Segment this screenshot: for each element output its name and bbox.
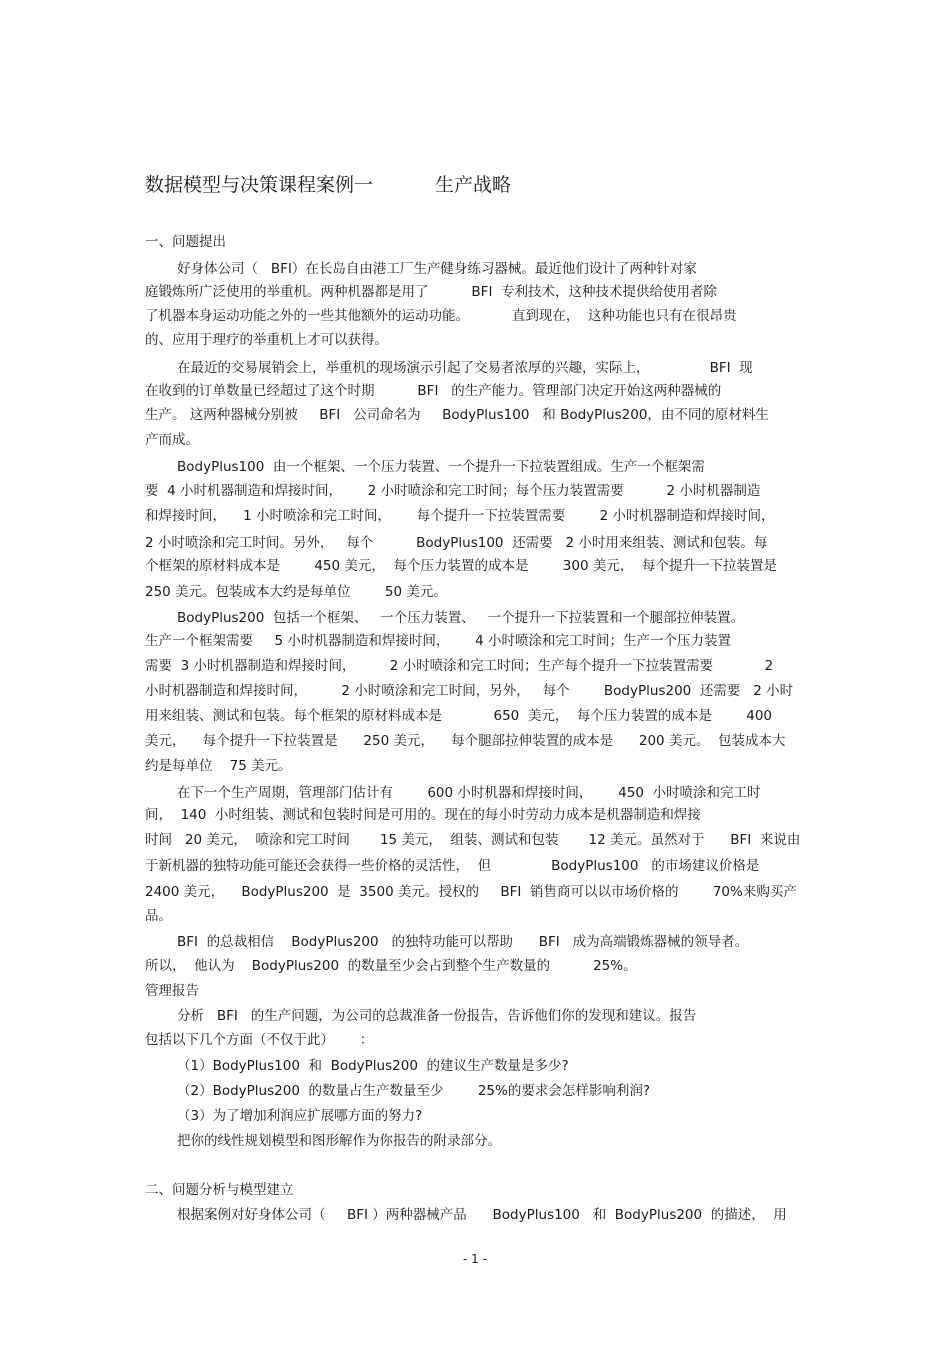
- paragraph-line: 生产一个框架需要 5 小时机器制造和焊接时间， 4 小时喷涂和完工时间；生产一个压力装置: [145, 633, 731, 649]
- paragraph-line: 在下一个生产周期，管理部门估计有 600 小时机器和焊接时间， 450 小时喷涂和完工时: [177, 785, 761, 801]
- paragraph-line: 2400 美元， BodyPlus200 是 3500 美元。授权的 BFI 销售商可以以市场价格的 70%来购买产: [145, 884, 797, 900]
- paragraph-line: 了机器本身运动功能之外的一些其他额外的运动功能。 直到现在， 这种功能也只有在很昂贵: [145, 308, 737, 324]
- paragraph-line: 要 4 小时机器制造和焊接时间， 2 小时喷涂和完工时间；每个压力装置需要 2 小时机器制造: [145, 483, 761, 499]
- paragraph-line: 需要 3 小时机器制造和焊接时间， 2 小时喷涂和完工时间；生产每个提升一下拉装置需要 2: [145, 658, 774, 674]
- paragraph-line: 生产。 这两种器械分别被 BFI 公司命名为 BodyPlus100 和 BodyPlus200，由不同的原材料生: [145, 407, 769, 423]
- paragraph-line: 包括以下几个方面（不仅于此） ：: [145, 1032, 374, 1048]
- paragraph-line: 250 美元。包装成本大约是每单位 50 美元。: [145, 584, 447, 600]
- paragraph-line: 2 小时喷涂和完工时间。另外， 每个 BodyPlus100 还需要 2 小时用来组装、测试和包装。每: [145, 535, 768, 551]
- paragraph-line: 分析 BFI 的生产问题，为公司的总裁准备一份报告，告诉他们你的发现和建议。报告: [177, 1008, 697, 1024]
- paragraph-line: 时间 20 美元， 喷涂和完工时间 15 美元， 组装、测试和包装 12 美元。虽然对于 BFI 来说由: [145, 832, 801, 848]
- paragraph-line: 在收到的订单数量已经超过了这个时期 BFI 的生产能力。管理部门决定开始这两种器械的: [145, 383, 722, 399]
- paragraph-line: 小时机器制造和焊接时间， 2 小时喷涂和完工时间，另外， 每个 BodyPlus200 还需要 2 小时: [145, 683, 794, 699]
- paragraph-line: 和焊接时间， 1 小时喷涂和完工时间， 每个提升一下拉装置需要 2 小时机器制造和焊接时间，: [145, 508, 775, 524]
- page-number: - 1 -: [463, 1252, 487, 1266]
- paragraph-line: 品。: [145, 908, 172, 924]
- paragraph-line: 约是每单位 75 美元。: [145, 758, 292, 774]
- paragraph-line: 用来组装、测试和包装。每个框架的原材料成本是 650 美元， 每个压力装置的成本是 400: [145, 708, 773, 724]
- paragraph-line: BFI 的总裁相信 BodyPlus200 的独特功能可以帮助 BFI 成为高端锻炼器械的领导者。: [177, 934, 749, 950]
- title-sub: 生产战略: [435, 174, 512, 196]
- paragraph-line: 庭锻炼所广泛使用的举重机。两种机器都是用了 BFI 专利技术，这种技术提供给使用者除: [145, 284, 718, 300]
- paragraph-line: 在最近的交易展销会上，举重机的现场演示引起了交易者浓厚的兴趣，实际上， BFI 现: [177, 360, 753, 376]
- paragraph-line: 间， 140 小时组装、测试和包装时间是可用的。现在的每小时劳动力成本是机器制造和焊接: [145, 807, 701, 823]
- paragraph-line: 所以， 他认为 BodyPlus200 的数量至少会占到整个生产数量的 25%。: [145, 958, 637, 974]
- paragraph-line: 把你的线性规划模型和图形解作为你报告的附录部分。: [177, 1133, 501, 1149]
- title-main: 数据模型与决策课程案例一: [145, 174, 374, 196]
- document-title: [145, 170, 511, 197]
- report-heading: 管理报告: [145, 983, 199, 999]
- paragraph-line: 的、应用于理疗的举重机上才可以获得。: [145, 332, 388, 348]
- section-heading-1: 一、问题提出: [145, 234, 226, 250]
- paragraph-line: 于新机器的独特功能可能还会获得一些价格的灵活性， 但 BodyPlus100 的市场建议价格是: [145, 858, 760, 874]
- question-item: （1）BodyPlus100 和 BodyPlus200 的建议生产数量是多少?: [177, 1058, 569, 1074]
- paragraph-line: 个框架的原材料成本是 450 美元， 每个压力装置的成本是 300 美元， 每个提升一下拉装置是: [145, 558, 777, 574]
- paragraph-line: 根据案例对好身体公司（ BFI ）两种器械产品 BodyPlus100 和 BodyPlus200 的描述， 用: [177, 1207, 787, 1223]
- section-heading-2: 二、问题分析与模型建立: [145, 1182, 294, 1198]
- paragraph-line: 好身体公司（ BFI）在长岛自由港工厂生产健身练习器械。最近他们设计了两种针对家: [177, 261, 697, 277]
- paragraph-line: 产而成。: [145, 432, 199, 448]
- paragraph-line: BodyPlus100 由一个框架、一个压力装置、一个提升一下拉装置组成。生产一个框架需: [177, 459, 705, 475]
- paragraph-line: BodyPlus200 包括一个框架、 一个压力装置、 一个提升一下拉装置和一个腿部拉伸装置。: [177, 610, 745, 626]
- paragraph-line: 美元， 每个提升一下拉装置是 250 美元， 每个腿部拉伸装置的成本是 200 美元。 包装成本大: [145, 733, 786, 749]
- question-item: （2）BodyPlus200 的数量占生产数量至少 25%的要求会怎样影响利润?: [177, 1083, 651, 1099]
- question-item: （3）为了增加利润应扩展哪方面的努力?: [177, 1108, 423, 1124]
